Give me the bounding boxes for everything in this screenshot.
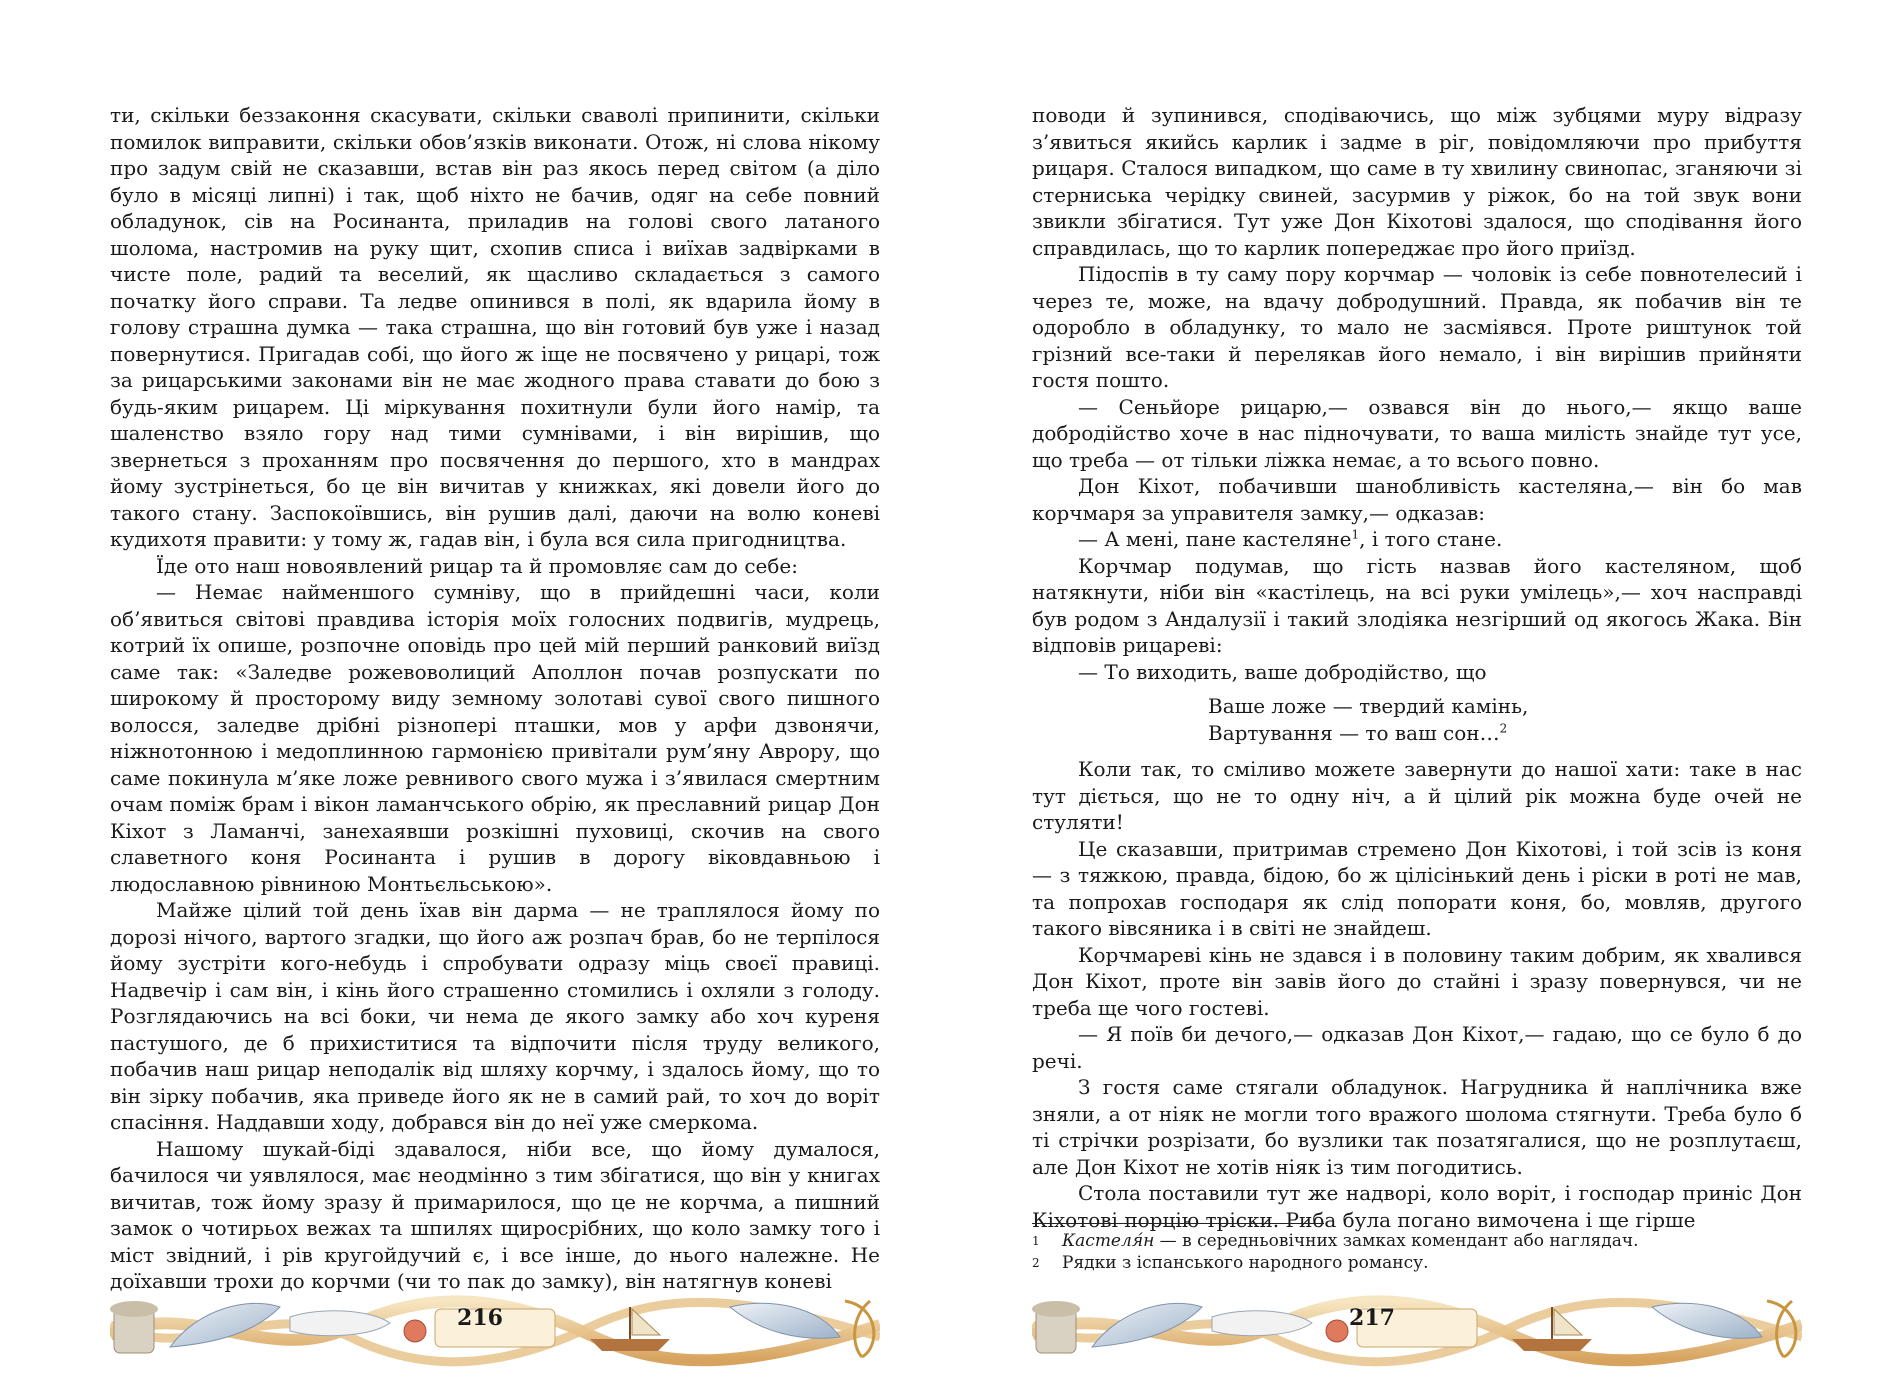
paragraph: Корчмареві кінь не здався і в половину таким добрим, як хвалився Дон Кіхот, проте він завів його до стайні і зразу повернувся, чи не треба ще чого гостеві. bbox=[1032, 942, 1802, 1020]
paragraph: Коли так, то сміливо можете завернути до нашої хати: таке в нас тут діється, що не то одну ніч, а й цілий рік можна буде очей не стуляти! bbox=[1032, 757, 1802, 834]
ship-icon bbox=[1512, 1307, 1592, 1351]
left-page-text bbox=[110, 102, 880, 1295]
wing-icon bbox=[730, 1303, 840, 1338]
footnote bbox=[1032, 1230, 1802, 1252]
paragraph: Дон Кіхот, побачивши шанобливість кастеляна,— він бо мав корчмаря за управителя замку,— одказав: bbox=[1032, 474, 1802, 525]
right-page bbox=[952, 0, 1904, 1400]
paragraph: Це сказавши, притримав стремено Дон Кіхотові, і той зсів із коня — з тяжкою, правда, бідою, бо ж цілісінький день і ріски в роті не мав, та попрохав господаря як слід попорати коня, бо, мовляв, другого такого вівсяника і в світі не знайдеш. bbox=[1032, 836, 1802, 940]
footnotes bbox=[1032, 1230, 1802, 1274]
paragraph: Стола поставили тут же надворі, коло воріт, і господар приніс Дон Кіхотові порцію тріски. Риба була погано вимочена і ще гірше bbox=[1032, 1181, 1802, 1232]
footnote-divider bbox=[1032, 1223, 1324, 1224]
page-number: 216 bbox=[457, 1305, 503, 1331]
paragraph: поводи й зупинився, сподіваючись, що між зубцями муру відразу з’явиться якийсь карлик і задме в ріг, повідомляючи про прибуття рицаря. Сталося випадком, що саме в ту хвилину свинопас, зганяючи зі стерниська черідку свиней, засурмив у ріжок, бо на той звук вони звикли збігатися. Тут уже Дон Кіхотові здалося, що сподівання його справдилась, що то карлик попереджає про його приїзд. bbox=[1032, 103, 1802, 260]
column-icon bbox=[110, 1301, 158, 1353]
ship-icon bbox=[590, 1307, 670, 1351]
paragraph: — Сеньйоре рицарю,— озвався він до нього,— якщо ваше добродійство хоче в нас підночувати, то ваша милість знайде тут усе, що треба — от тільки ліжка немає, а то всього повно. bbox=[1032, 394, 1802, 472]
paragraph: Підоспів в ту саму пору корчмар — чоловік із себе повнотелесий і через те, може, на вдачу добродушний. Правда, як побачив він те одоробло в обладунку, то мало не засміявся. Проте риштунок той грізний все-таки й перелякав його немало, і він вирішив прийняти гостя пошто. bbox=[1032, 262, 1802, 392]
footnote-marker[interactable]: 2 bbox=[1499, 720, 1508, 735]
dialogue-text: — А мені, пане кастеляне bbox=[1078, 527, 1352, 551]
column-icon bbox=[1032, 1301, 1080, 1353]
paragraph: ти, скільки беззаконня скасувати, скільки сваволі припинити, скільки помилок виправити, скільки обов’язків виконати. Отож, ні слова нікому про задум свій не сказавши, встав він раз якось перед світом (а діло було в місяці липні) і так, щоб ніхто не бачив, одяг на себе повний обладунок, сів на Росинанта, приладив на голові свого латаного шолома, настромив на руку щит, схопив списа і виїхав задвірками в чисте поле, радий та веселий, як щасливо складається з самого початку його справи. Та ледве опинився в полі, як вдарила йому в голову страшна думка — така страшна, що він готовий був уже і назад повернутися. Пригадав собі, що його ж іще не посвячено у рицарі, тож за рицарськими законами він не має жодного права ставати до бою з будь-яким рицарем. Ці міркування похитнули були його намір, та шаленство взяло гору над тими сумнівами, і він вирішив, що звернеться з проханням про посвячення до першого, хто в мандрах йому зустрінеться, бо це він вичитав у книжках, які довели його до такого стану. Заспокоївшись, він рушив далі, даючи на волю коневі кудихотя правити: у тому ж, гадав він, і була вся сила пригодництва. bbox=[110, 103, 880, 551]
paragraph: — То виходить, ваше добродійство, що bbox=[1078, 659, 1487, 684]
verse-line: Вартування — то ваш сон…$^2$ bbox=[1208, 720, 1508, 745]
footnote-number: 2 bbox=[1032, 1256, 1040, 1270]
page-number: 217 bbox=[1349, 1305, 1395, 1331]
paragraph: Нашому шукай-біді здавалося, ніби все, що йому думалося, бачилося чи уявлялося, має неодмінно з тим збігатися, що він у книгах вичитав, тож йому зразу й примарилося, що це не корчма, а пишний замок о чотирьох вежах та шпилях щиросрібних, що коло замку того і міст звідний, і рів кругойдучий є, і все інше, до нього належне. Не доїхавши трохи до корчми (чи то пак до замку), він натягнув коневі bbox=[110, 1136, 880, 1293]
footnote bbox=[1032, 1252, 1802, 1274]
paragraph: Корчмар подумав, що гість назвав його кастеляном, щоб натякнути, ніби він «кастілець, на всі руки умілець»,— хоч насправді був родом з Андалузії і такий злодіяка незгірший од якогось Жака. Він відповів рицареві: bbox=[1032, 553, 1802, 657]
rose-icon bbox=[404, 1320, 426, 1342]
footnote-text: Рядки з іспанського народного романсу. bbox=[1062, 1253, 1429, 1273]
paragraph: Їде ото наш новоявлений рицар та й промовляє сам до себе: bbox=[156, 553, 798, 578]
paragraph: — Немає найменшого сумніву, що в прийдешні часи, коли об’явиться світові правдива історія моїх голосних подвигів, мудрець, котрий їх опише, розпочне оповідь про цей мій перший ранковий виїзд саме так: «Заледве рожевоволиций Аполлон почав розпускати по широкому й просторому виду земному золотаві сувої свого пишного волосся, заледве дрібні різнопері пташки, мов у арфи дзвонячи, ніжнотонною і медоплинною гармонією привітали рум’яну Аврору, що саме покинула м’яке ложе ревнивого свого мужа і з’явилася смертним очам поміж брам і вікон ламанчського обрію, як преславний рицар Дон Кіхот з Ламанчі, занехаявши розкішні пуховиці, скочив на свого славетного коня Росинанта і рушив в дорогу віковдавньою і людославною рівниною Монтьєльською». bbox=[110, 580, 880, 896]
paragraph bbox=[1032, 526, 1802, 553]
verse-line: Ваше ложе — твердий камінь, bbox=[1208, 694, 1529, 718]
footnote-text: Кастеля́н — в середньовічних замках комендант або наглядач. bbox=[1062, 1231, 1639, 1251]
right-page-text bbox=[1032, 102, 1802, 1233]
dialogue-text: , і того стане. bbox=[1359, 527, 1503, 551]
wing-icon bbox=[1652, 1303, 1762, 1338]
footnote-marker[interactable]: 1 bbox=[1351, 527, 1360, 542]
paragraph: Майже цілий той день їхав він дарма — не траплялося йому по дорозі нічого, вартого згадки, що його аж розпач брав, бо не терпілося йому зустріти кого-небудь і спробувати одразу міць своєї правиці. Надвечір і сам він, і кінь його страшенно стомились і охляли з голоду. Розглядаючись на всі боки, чи нема де якого замку або хоч куреня пастушого, де б прихиститися та відпочити після труду великого, побачив наш рицар неподалік від шляху корчму, і здалось йому, що то він зірку побачив, яка приведе його як не в самий рай, то хоч до воріт спасіння. Наддавши ходу, добрався він до неї уже смеркома. bbox=[110, 898, 880, 1134]
footnote-number: 1 bbox=[1032, 1234, 1040, 1248]
verse bbox=[1032, 693, 1802, 746]
footnote-term: Кастеля́н bbox=[1062, 1231, 1155, 1251]
paragraph: З гостя саме стягали обладунок. Нагрудника й наплічника вже зняли, а от ніяк не могли того вражого шолома стягнути. Треба було б ті стрічки розрізати, бо вузлики так позатягалися, що не розплутаєш, але Дон Кіхот не хотів ніяк із тим погодитись. bbox=[1032, 1075, 1802, 1179]
paragraph: — Я поїв би дечого,— одказав Дон Кіхот,— гадаю, що се було б до речі. bbox=[1032, 1022, 1802, 1073]
